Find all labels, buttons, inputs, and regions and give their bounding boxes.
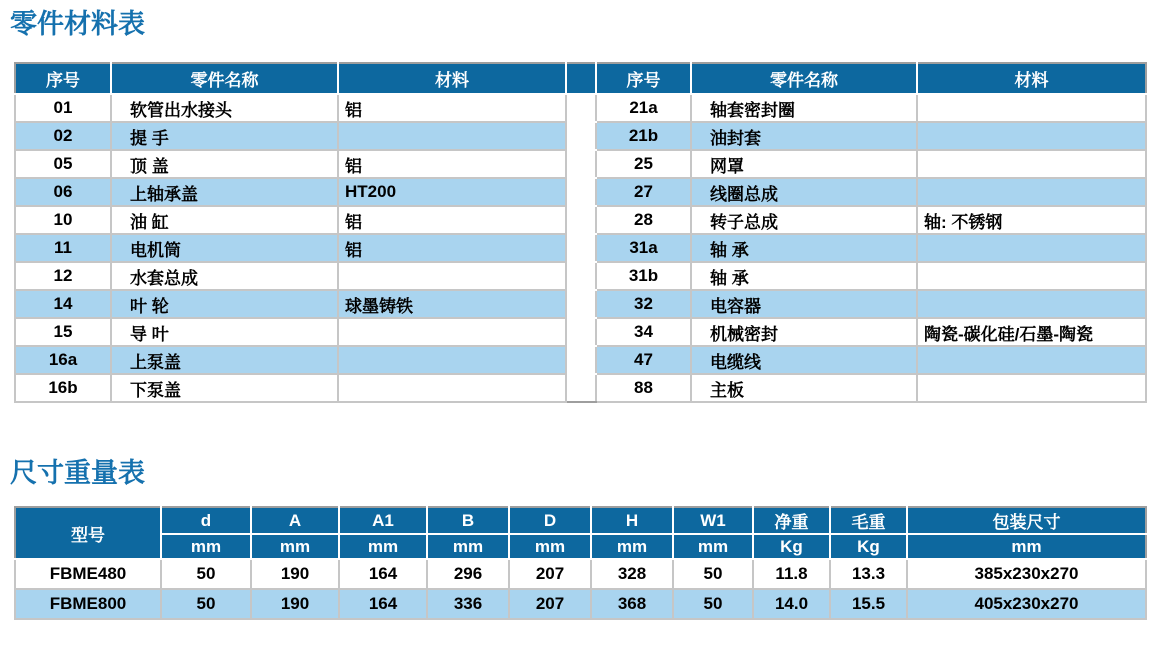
unit-cell: mm — [907, 534, 1146, 559]
value-cell: 164 — [339, 589, 427, 619]
parts-row — [15, 94, 1146, 122]
col-header-material: 材料 — [917, 63, 1146, 94]
part-no-cell: 15 — [15, 318, 111, 346]
value-cell: 190 — [251, 589, 339, 619]
model-cell: FBME800 — [15, 589, 161, 619]
value-cell: 50 — [673, 589, 753, 619]
col-header-dd: D — [509, 507, 591, 534]
part-name-cell: 线圈总成 — [691, 178, 917, 206]
part-material-cell: 球墨铸铁 — [338, 290, 566, 318]
spacer-header-cell — [566, 63, 596, 94]
dims-header-row-units — [15, 534, 1146, 559]
value-cell: 50 — [673, 559, 753, 589]
col-header-d: d — [161, 507, 251, 534]
part-material-cell — [917, 94, 1146, 122]
spacer-cell — [566, 150, 596, 178]
parts-row — [15, 262, 1146, 290]
spacer-cell — [566, 178, 596, 206]
col-header-gross-weight: 毛重 — [830, 507, 907, 534]
value-cell: 15.5 — [830, 589, 907, 619]
part-name-cell: 油 缸 — [111, 206, 338, 234]
parts-row — [15, 290, 1146, 318]
parts-table-title: 零件材料表 — [10, 9, 145, 39]
part-material-cell — [338, 346, 566, 374]
col-header-net-weight: 净重 — [753, 507, 830, 534]
unit-cell: mm — [427, 534, 509, 559]
parts-row — [15, 234, 1146, 262]
part-no-cell: 11 — [15, 234, 111, 262]
unit-cell: mm — [161, 534, 251, 559]
unit-cell: Kg — [753, 534, 830, 559]
col-header-model: 型号 — [15, 507, 161, 559]
parts-row — [15, 318, 1146, 346]
part-name-cell: 轴 承 — [691, 234, 917, 262]
col-header-no: 序号 — [596, 63, 691, 94]
parts-row — [15, 346, 1146, 374]
spacer-cell — [566, 374, 596, 402]
col-header-a1: A1 — [339, 507, 427, 534]
part-material-cell: 陶瓷-碳化硅/石墨-陶瓷 — [917, 318, 1146, 346]
dims-row — [15, 559, 1146, 589]
part-no-cell: 01 — [15, 94, 111, 122]
col-header-h: H — [591, 507, 673, 534]
col-header-w1: W1 — [673, 507, 753, 534]
parts-material-table — [14, 62, 1147, 403]
value-cell: 207 — [509, 559, 591, 589]
parts-row — [15, 150, 1146, 178]
value-cell: 164 — [339, 559, 427, 589]
part-material-cell — [338, 318, 566, 346]
part-name-cell: 转子总成 — [691, 206, 917, 234]
parts-row — [15, 374, 1146, 402]
part-material-cell — [338, 374, 566, 402]
unit-cell: mm — [251, 534, 339, 559]
part-material-cell — [917, 122, 1146, 150]
value-cell: 50 — [161, 589, 251, 619]
value-cell: 207 — [509, 589, 591, 619]
part-name-cell: 上泵盖 — [111, 346, 338, 374]
part-material-cell — [338, 262, 566, 290]
part-name-cell: 机械密封 — [691, 318, 917, 346]
spacer-cell — [566, 234, 596, 262]
parts-header-row — [15, 63, 1146, 94]
spacer-cell — [566, 290, 596, 318]
col-header-no: 序号 — [15, 63, 111, 94]
part-no-cell: 21b — [596, 122, 691, 150]
part-material-cell — [917, 346, 1146, 374]
dimensions-weight-table — [14, 506, 1147, 620]
dims-header-row-labels — [15, 507, 1146, 534]
value-cell: 336 — [427, 589, 509, 619]
value-cell: 328 — [591, 559, 673, 589]
spacer-cell — [566, 318, 596, 346]
col-header-material: 材料 — [338, 63, 566, 94]
unit-cell: mm — [509, 534, 591, 559]
value-cell: 368 — [591, 589, 673, 619]
unit-cell: mm — [591, 534, 673, 559]
value-cell: 14.0 — [753, 589, 830, 619]
part-name-cell: 提 手 — [111, 122, 338, 150]
part-no-cell: 02 — [15, 122, 111, 150]
unit-cell: mm — [339, 534, 427, 559]
part-name-cell: 导 叶 — [111, 318, 338, 346]
part-material-cell: 轴: 不锈钢 — [917, 206, 1146, 234]
part-material-cell — [917, 150, 1146, 178]
part-no-cell: 27 — [596, 178, 691, 206]
dims-row — [15, 589, 1146, 619]
part-no-cell: 28 — [596, 206, 691, 234]
part-material-cell — [917, 290, 1146, 318]
value-cell: 11.8 — [753, 559, 830, 589]
col-header-package-size: 包装尺寸 — [907, 507, 1146, 534]
part-material-cell — [917, 374, 1146, 402]
part-no-cell: 16b — [15, 374, 111, 402]
part-material-cell: 铝 — [338, 94, 566, 122]
spacer-cell — [566, 206, 596, 234]
part-no-cell: 88 — [596, 374, 691, 402]
part-no-cell: 06 — [15, 178, 111, 206]
spacer-cell — [566, 122, 596, 150]
part-no-cell: 31b — [596, 262, 691, 290]
part-material-cell: 铝 — [338, 206, 566, 234]
part-name-cell: 电容器 — [691, 290, 917, 318]
parts-row — [15, 178, 1146, 206]
part-name-cell: 电缆线 — [691, 346, 917, 374]
part-no-cell: 32 — [596, 290, 691, 318]
parts-row — [15, 206, 1146, 234]
part-no-cell: 10 — [15, 206, 111, 234]
part-no-cell: 14 — [15, 290, 111, 318]
part-no-cell: 05 — [15, 150, 111, 178]
spacer-cell — [566, 346, 596, 374]
part-name-cell: 主板 — [691, 374, 917, 402]
part-no-cell: 16a — [15, 346, 111, 374]
col-header-name: 零件名称 — [691, 63, 917, 94]
spacer-cell — [566, 94, 596, 122]
part-name-cell: 油封套 — [691, 122, 917, 150]
part-material-cell: HT200 — [338, 178, 566, 206]
part-name-cell: 顶 盖 — [111, 150, 338, 178]
part-no-cell: 25 — [596, 150, 691, 178]
part-no-cell: 34 — [596, 318, 691, 346]
part-name-cell: 轴 承 — [691, 262, 917, 290]
value-cell: 385x230x270 — [907, 559, 1146, 589]
part-no-cell: 21a — [596, 94, 691, 122]
part-name-cell: 水套总成 — [111, 262, 338, 290]
model-cell: FBME480 — [15, 559, 161, 589]
part-material-cell — [917, 178, 1146, 206]
part-material-cell — [338, 122, 566, 150]
part-name-cell: 电机筒 — [111, 234, 338, 262]
part-name-cell: 叶 轮 — [111, 290, 338, 318]
spacer-cell — [566, 262, 596, 290]
dimensions-table-title: 尺寸重量表 — [10, 458, 145, 488]
col-header-name: 零件名称 — [111, 63, 338, 94]
part-no-cell: 12 — [15, 262, 111, 290]
value-cell: 405x230x270 — [907, 589, 1146, 619]
unit-cell: mm — [673, 534, 753, 559]
value-cell: 296 — [427, 559, 509, 589]
part-name-cell: 下泵盖 — [111, 374, 338, 402]
part-material-cell: 铝 — [338, 234, 566, 262]
col-header-a: A — [251, 507, 339, 534]
value-cell: 50 — [161, 559, 251, 589]
parts-row — [15, 122, 1146, 150]
col-header-b: B — [427, 507, 509, 534]
part-material-cell — [917, 234, 1146, 262]
part-no-cell: 31a — [596, 234, 691, 262]
value-cell: 13.3 — [830, 559, 907, 589]
part-name-cell: 上轴承盖 — [111, 178, 338, 206]
value-cell: 190 — [251, 559, 339, 589]
part-name-cell: 网罩 — [691, 150, 917, 178]
unit-cell: Kg — [830, 534, 907, 559]
part-material-cell: 铝 — [338, 150, 566, 178]
part-no-cell: 47 — [596, 346, 691, 374]
part-material-cell — [917, 262, 1146, 290]
part-name-cell: 轴套密封圈 — [691, 94, 917, 122]
part-name-cell: 软管出水接头 — [111, 94, 338, 122]
